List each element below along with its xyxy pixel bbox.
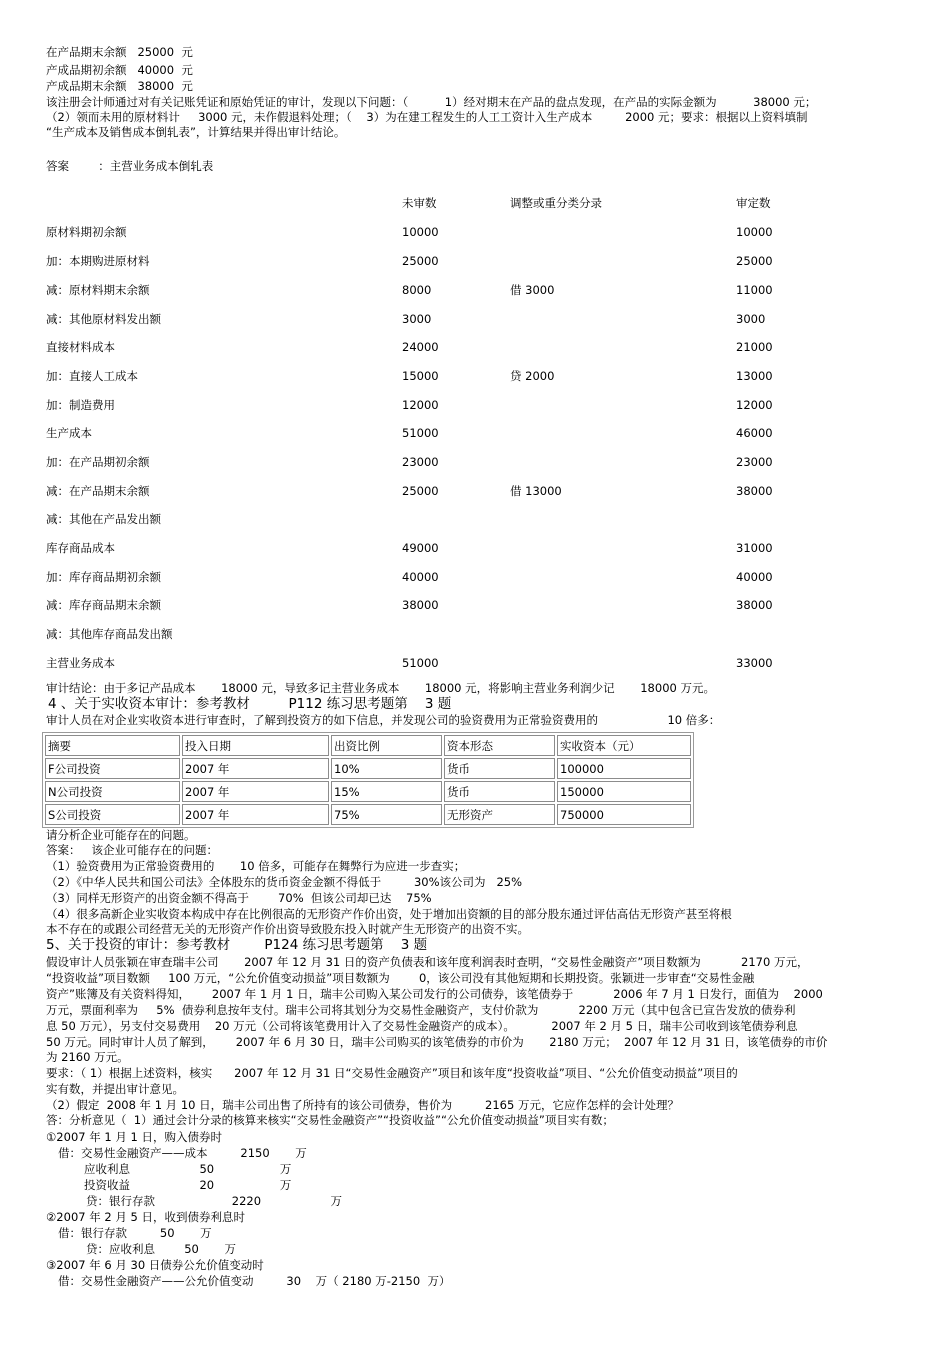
row-audited: 33000 (736, 656, 773, 670)
entry-3-debit: 借：交易性金融资产——公允价值变动 30 万（ 2180 万-2150 万） (58, 1274, 451, 1288)
header-cell: 实收资本（元） (557, 735, 691, 756)
row-label: 主营业务成本 (46, 656, 115, 670)
row-label: 加：本期购进原材料 (46, 254, 150, 268)
section-4-line-3: （1）验资费用为正常验资费用的 10 倍多，可能存在舞弊行为应进一步查实； (46, 859, 466, 873)
row-audited: 3000 (736, 312, 766, 326)
entry-3-title: ③2007 年 6 月 30 日债券公允价值变动时 (46, 1258, 264, 1272)
section-5-line-10: （2）假定 2008 年 1 月 10 日，瑞丰公司出售了所持有的该公司债券，售价为 2165 万元，它应作怎样的会计处理？ (46, 1098, 679, 1112)
table-row (45, 804, 691, 825)
section-5-title: 5、关于投资的审计：参考教材 P124 练习思考题第 3 题 (46, 937, 428, 953)
intro-line-4: 该注册会计师通过对有关记账凭证和原始凭证的审计，发现以下问题：（ 1）经对期末在产品的盘点发现，在产品的实际金额为 38000 元； (46, 95, 817, 109)
row-label: 加：库存商品期初余额 (46, 570, 161, 584)
entry-1-debit: 借：交易性金融资产——成本 2150 万 (58, 1146, 307, 1160)
section-4-line-4: （2）《中华人民共和国公司法》全体股东的货币资金金额不得低于 30%该公司为 25% (46, 875, 523, 889)
row-audited: 31000 (736, 541, 773, 555)
row-label: 加：在产品期初余额 (46, 455, 150, 469)
row-audited: 10000 (736, 225, 773, 239)
header-cell: 出资比例 (331, 735, 442, 756)
row-unaudited: 8000 (402, 283, 432, 297)
row-audited: 38000 (736, 484, 773, 498)
row-unaudited: 3000 (402, 312, 432, 326)
section-5-line-3: 资产”账簿及有关资料得知， 2007 年 1 月 1 日，瑞丰公司购入某公司发行的公司债券，该笔债券于 2006 年 7 月 1 日发行，面值为 2000 (46, 987, 823, 1001)
row-label: 减：其他原材料发出额 (46, 312, 161, 326)
row-audited: 25000 (736, 254, 773, 268)
row-unaudited: 15000 (402, 369, 439, 383)
section-4-line-5: （3）同样无形资产的出资金额不得高于 70% 但该公司却已达 75% (46, 891, 432, 905)
section-5-line-6: 50 万元。同时审计人员了解到， 2007 年 6 月 30 日，瑞丰公司购买的该笔债券的市价为 2180 万元； 2007 年 12 月 31 日，该笔债券的市价 (46, 1035, 828, 1049)
section-4-line-2: 答案： 该企业可能存在的问题： (46, 843, 218, 857)
intro-line-6: “生产成本及销售成本倒轧表”，计算结果并得出审计结论。 (46, 125, 346, 139)
section-5-line-2: “投资收益”项目数额 100 万元，“公允价值变动损益”项目数额为 0，该公司没有其他短期和长期投资。张颖进一步审查“交易性金融 (46, 971, 755, 985)
table-row (45, 781, 691, 802)
row-unaudited: 38000 (402, 598, 439, 612)
row-unaudited: 25000 (402, 254, 439, 268)
row-audited: 38000 (736, 598, 773, 612)
table-cell: F公司投资 (45, 758, 180, 779)
entry-1-line-2: 应收利息 50 万 (84, 1162, 292, 1176)
audit-conclusion: 审计结论：由于多记产品成本 18000 元，导致多记主营业务成本 18000 元，将影响主营业务利润少记 18000 万元。 (46, 681, 715, 695)
entry-1-title: ①2007 年 1 月 1 日，购入债券时 (46, 1130, 222, 1144)
row-label: 减：在产品期末余额 (46, 484, 150, 498)
row-audited: 13000 (736, 369, 773, 383)
row-label: 减：原材料期末余额 (46, 283, 150, 297)
row-adjust: 贷 2000 (510, 369, 555, 383)
section-4-line-6: （4）很多高新企业实收资本构成中存在比例很高的无形资产作价出资，处于增加出资额的目的部分股东通过评估高估无形资产甚至将根 (46, 907, 732, 921)
row-label: 生产成本 (46, 426, 92, 440)
table-cell: 15% (331, 781, 442, 802)
col-header-adjust: 调整或重分类分录 (510, 196, 602, 210)
row-audited: 46000 (736, 426, 773, 440)
table-header-row (45, 735, 691, 756)
section-5-line-11: 答：分析意见（ 1）通过会计分录的核算来核实“交易性金融资产”“投资收益”“公允价值变动损益”项目实有数； (46, 1113, 614, 1127)
row-audited: 21000 (736, 340, 773, 354)
section-4-title: 4 、关于实收资本审计：参考教材 P112 练习思考题第 3 题 (48, 696, 452, 712)
row-unaudited: 12000 (402, 398, 439, 412)
row-audited: 12000 (736, 398, 773, 412)
table-cell: 无形资产 (444, 804, 555, 825)
section-5-line-7: 为 2160 万元。 (46, 1050, 129, 1064)
row-label: 加：制造费用 (46, 398, 115, 412)
entry-2-credit: 贷：应收利息 50 万 (86, 1242, 236, 1256)
section-5-line-1: 假设审计人员张颖在审查瑞丰公司 2007 年 12 月 31 日的资产负债表和该年度利润表时查明，“交易性金融资产”项目数额为 2170 万元， (46, 955, 809, 969)
table-cell: 150000 (557, 781, 691, 802)
row-label: 加：直接人工成本 (46, 369, 138, 383)
answer-heading: 答案 ：主营业务成本倒轧表 (46, 159, 214, 173)
section-4-intro: 审计人员在对企业实收资本进行审查时，了解到投资方的如下信息，并发现公司的验资费用为正常验资费用的 10 倍多： (46, 713, 721, 727)
intro-line-5: （2）领而未用的原材料计 3000 元，未作假退料处理；（ 3）为在建工程发生的人工工资计入生产成本 2000 元；要求：根据以上资料填制 (46, 110, 808, 124)
table-cell: 货币 (444, 781, 555, 802)
row-unaudited: 23000 (402, 455, 439, 469)
intro-line-3: 产成品期末余额 38000 元 (46, 79, 193, 93)
row-unaudited: 51000 (402, 426, 439, 440)
intro-line-1: 在产品期末余额 25000 元 (46, 45, 193, 59)
section-5-line-8: 要求：（ 1）根据上述资料，核实 2007 年 12 月 31 日“交易性金融资产”项目和该年度“投资收益”项目、“公允价值变动损益”项目的 (46, 1066, 738, 1080)
section-4-line-7: 本不存在的或跟公司经营无关的无形资产作价出资导致股东投入时就产生无形资产的出资不实。 (46, 922, 529, 936)
section-5-line-5: 息 50 万元），另支付交易费用 20 万元（公司将该笔费用计入了交易性金融资产的成本）。 2007 年 2 月 5 日，瑞丰公司收到该笔债券利息 (46, 1019, 798, 1033)
row-unaudited: 24000 (402, 340, 439, 354)
row-audited: 40000 (736, 570, 773, 584)
row-unaudited: 40000 (402, 570, 439, 584)
row-label: 减：其他库存商品发出额 (46, 627, 173, 641)
table-cell: 2007 年 (182, 781, 329, 802)
section-4-line-1: 请分析企业可能存在的问题。 (46, 828, 196, 842)
col-header-unaudited: 未审数 (402, 196, 437, 210)
row-label: 直接材料成本 (46, 340, 115, 354)
table-cell: 2007 年 (182, 804, 329, 825)
row-audited: 23000 (736, 455, 773, 469)
table-cell: 货币 (444, 758, 555, 779)
row-unaudited: 51000 (402, 656, 439, 670)
section-5-line-9: 实有数，并提出审计意见。 (46, 1082, 184, 1096)
row-unaudited: 25000 (402, 484, 439, 498)
header-cell: 摘要 (45, 735, 180, 756)
table-row (45, 758, 691, 779)
table-cell: N公司投资 (45, 781, 180, 802)
investment-table (42, 732, 694, 828)
header-cell: 资本形态 (444, 735, 555, 756)
row-label: 减：其他在产品发出额 (46, 512, 161, 526)
section-5-line-4: 万元，票面利率为 5% 债券利息按年支付。瑞丰公司将其划分为交易性金融资产，支付价款为 2200 万元（其中包含已宣告发放的债券利 (46, 1003, 796, 1017)
entry-1-line-3: 投资收益 20 万 (84, 1178, 292, 1192)
table-cell: 100000 (557, 758, 691, 779)
entry-2-debit: 借：银行存款 50 万 (58, 1226, 212, 1240)
entry-1-credit: 贷：银行存款 2220 万 (86, 1194, 342, 1208)
row-adjust: 借 13000 (510, 484, 562, 498)
header-cell: 投入日期 (182, 735, 329, 756)
row-label: 减：库存商品期末余额 (46, 598, 161, 612)
row-adjust: 借 3000 (510, 283, 555, 297)
entry-2-title: ②2007 年 2 月 5 日，收到债券利息时 (46, 1210, 245, 1224)
table-cell: S公司投资 (45, 804, 180, 825)
row-label: 库存商品成本 (46, 541, 115, 555)
table-cell: 75% (331, 804, 442, 825)
row-label: 原材料期初余额 (46, 225, 127, 239)
table-cell: 10% (331, 758, 442, 779)
row-unaudited: 10000 (402, 225, 439, 239)
intro-line-2: 产成品期初余额 40000 元 (46, 63, 193, 77)
row-unaudited: 49000 (402, 541, 439, 555)
table-cell: 750000 (557, 804, 691, 825)
table-cell: 2007 年 (182, 758, 329, 779)
row-audited: 11000 (736, 283, 773, 297)
col-header-audited: 审定数 (736, 196, 771, 210)
